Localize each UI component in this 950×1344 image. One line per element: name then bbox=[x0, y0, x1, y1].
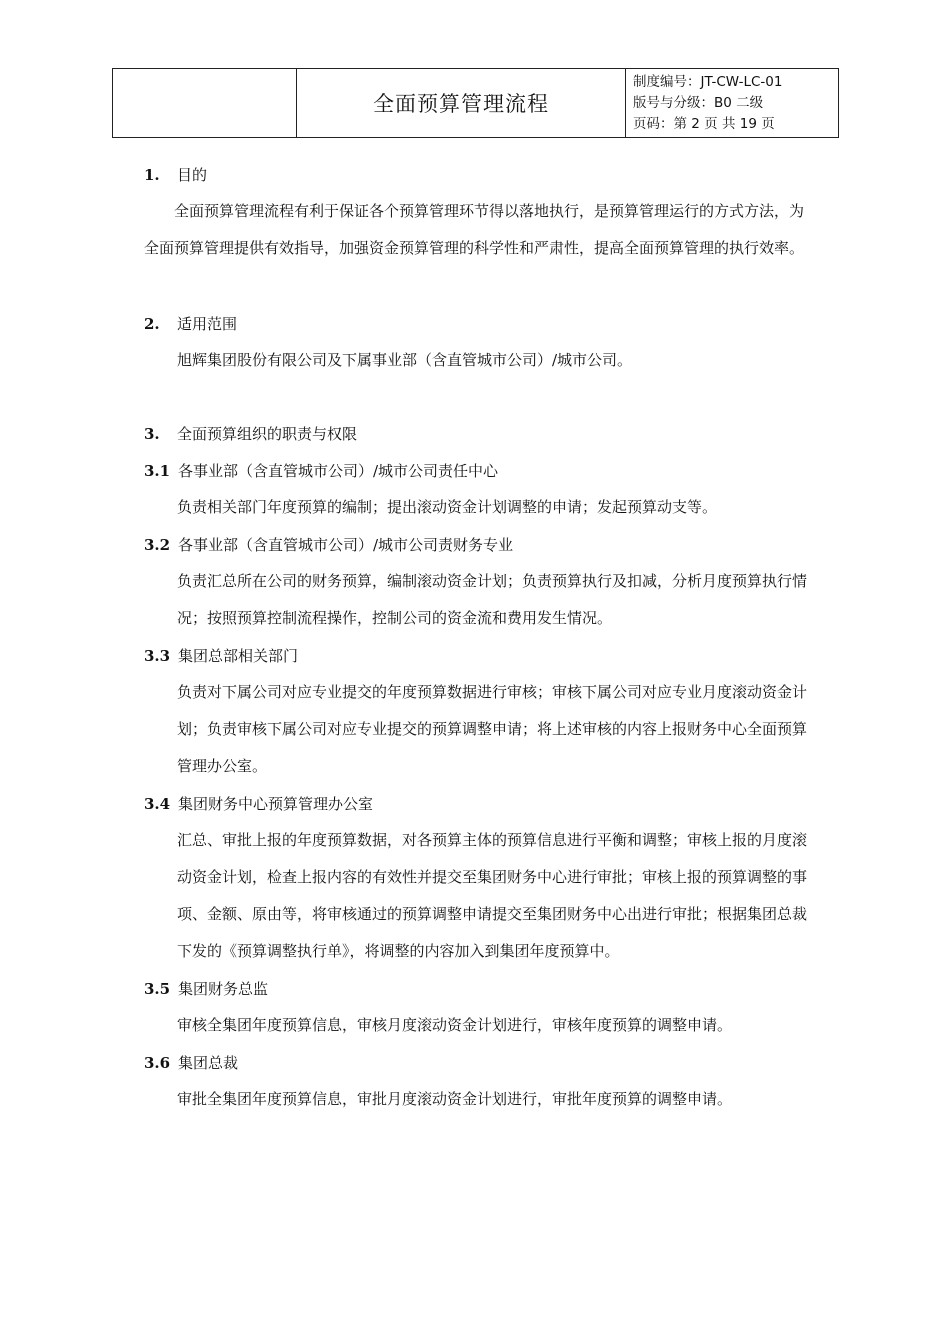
section-number: 1. bbox=[144, 165, 160, 184]
document-body bbox=[144, 156, 814, 1118]
subsection-title: 各事业部（含直管城市公司）/城市公司责任中心 bbox=[178, 462, 499, 480]
subsection-number: 3.5 bbox=[144, 979, 171, 998]
document-meta bbox=[626, 69, 838, 137]
subsection-body-3-6: 审批全集团年度预算信息，审批月度滚动资金计划进行，审批年度预算的调整申请。 bbox=[177, 1090, 733, 1108]
subsection-title: 集团财务中心预算管理办公室 bbox=[178, 795, 374, 813]
document-header-table bbox=[112, 68, 839, 138]
section-title: 适用范围 bbox=[177, 315, 238, 333]
document-title: 全面预算管理流程 bbox=[297, 69, 626, 137]
section-heading-2 bbox=[144, 305, 814, 342]
subsection-number: 3.6 bbox=[144, 1053, 171, 1072]
header-logo-cell bbox=[113, 69, 297, 137]
subsection-heading-3-5 bbox=[144, 970, 814, 1007]
subsection-title: 集团财务总监 bbox=[178, 980, 269, 998]
subsection-number: 3.2 bbox=[144, 535, 171, 554]
subsection-body-3-4: 汇总、审批上报的年度预算数据，对各预算主体的预算信息进行平衡和调整；审核上报的月度滚动资金计划，检查上报内容的有效性并提交至集团财务中心进行审批；审核上报的预算调整的事项、金额、原由等，将审核通过的预算调整申请提交至集团财务中心出进行审批；根据集团总裁下发的《预算调整执行单》，将调整的内容加入到集团年度预算中。 bbox=[177, 831, 808, 960]
section-body-2: 旭辉集团股份有限公司及下属事业部（含直管城市公司）/城市公司。 bbox=[177, 351, 633, 369]
subsection-heading-3-6 bbox=[144, 1044, 814, 1081]
subsection-body-3-1: 负责相关部门年度预算的编制；提出滚动资金计划调整的申请；发起预算动支等。 bbox=[177, 498, 718, 516]
section-heading-3 bbox=[144, 415, 814, 452]
section-number: 3. bbox=[144, 424, 160, 443]
doc-number: 制度编号：JT-CW-LC-01 bbox=[633, 74, 783, 90]
section-body-1: 全面预算管理流程有利于保证各个预算管理环节得以落地执行，是预算管理运行的方式方法，为全面预算管理提供有效指导，加强资金预算管理的科学性和严肃性，提高全面预算管理的执行效率。 bbox=[144, 202, 805, 257]
section-title: 全面预算组织的职责与权限 bbox=[177, 425, 358, 443]
subsection-title: 集团总裁 bbox=[178, 1054, 239, 1072]
section-title: 目的 bbox=[177, 166, 208, 184]
subsection-body-3-3: 负责对下属公司对应专业提交的年度预算数据进行审核；审核下属公司对应专业月度滚动资金计划；负责审核下属公司对应专业提交的预算调整申请；将上述审核的内容上报财务中心全面预算管理办公室。 bbox=[177, 683, 808, 775]
subsection-title: 集团总部相关部门 bbox=[178, 647, 299, 665]
doc-version: 版号与分级：B0 二级 bbox=[633, 95, 764, 111]
subsection-heading-3-2 bbox=[144, 526, 814, 563]
doc-page-number: 页码：第 2 页 共 19 页 bbox=[633, 116, 775, 132]
section-heading-1 bbox=[144, 156, 814, 193]
subsection-heading-3-4 bbox=[144, 785, 814, 822]
section-number: 2. bbox=[144, 314, 160, 333]
subsection-body-3-5: 审核全集团年度预算信息，审核月度滚动资金计划进行，审核年度预算的调整申请。 bbox=[177, 1016, 733, 1034]
subsection-heading-3-1 bbox=[144, 452, 814, 489]
subsection-title: 各事业部（含直管城市公司）/城市公司责财务专业 bbox=[178, 536, 514, 554]
subsection-number: 3.3 bbox=[144, 646, 171, 665]
subsection-number: 3.1 bbox=[144, 461, 171, 480]
subsection-body-3-2: 负责汇总所在公司的财务预算，编制滚动资金计划；负责预算执行及扣减，分析月度预算执行情况；按照预算控制流程操作，控制公司的资金流和费用发生情况。 bbox=[177, 572, 808, 627]
subsection-heading-3-3 bbox=[144, 637, 814, 674]
subsection-number: 3.4 bbox=[144, 794, 171, 813]
